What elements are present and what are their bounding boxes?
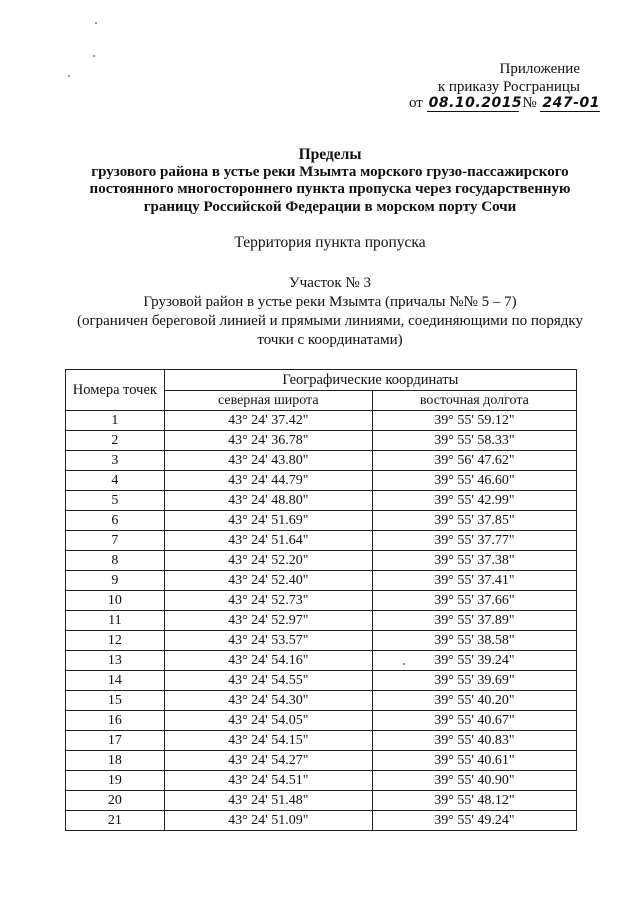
point-number: 8 bbox=[66, 551, 165, 571]
appendix-order-ref: к приказу Росграницы bbox=[437, 79, 580, 95]
number-label: № bbox=[522, 95, 537, 111]
longitude-cell: 39° 55' 37.38" bbox=[372, 551, 576, 571]
longitude-cell: 39° 55' 38.58" bbox=[372, 631, 576, 651]
longitude-cell: 39° 55' 37.77" bbox=[372, 531, 576, 551]
latitude-cell: 43° 24' 54.15" bbox=[164, 731, 372, 751]
longitude-cell: 39° 55' 37.89" bbox=[372, 611, 576, 631]
longitude-cell: 39° 55' 40.83" bbox=[372, 731, 576, 751]
coordinates-table bbox=[65, 369, 577, 831]
table-row bbox=[66, 451, 577, 471]
header-latitude: северная широта bbox=[164, 391, 372, 411]
latitude-cell: 43° 24' 51.69" bbox=[164, 511, 372, 531]
point-number: 21 bbox=[66, 811, 165, 831]
latitude-cell: 43° 24' 37.42" bbox=[164, 411, 372, 431]
point-number: 20 bbox=[66, 791, 165, 811]
latitude-cell: 43° 24' 54.30" bbox=[164, 691, 372, 711]
point-number: 4 bbox=[66, 471, 165, 491]
longitude-cell: 39° 55' 37.66" bbox=[372, 591, 576, 611]
coordinates-body bbox=[66, 411, 577, 831]
point-number: 2 bbox=[66, 431, 165, 451]
scan-speck bbox=[93, 55, 95, 57]
longitude-cell: 39° 55' 58.33" bbox=[372, 431, 576, 451]
order-date-number bbox=[409, 95, 600, 112]
appendix-header bbox=[380, 60, 580, 96]
point-number: 11 bbox=[66, 611, 165, 631]
longitude-cell: 39° 55' 59.12" bbox=[372, 411, 576, 431]
longitude-cell: 39° 55' 40.61" bbox=[372, 751, 576, 771]
point-number: 9 bbox=[66, 571, 165, 591]
table-row bbox=[66, 771, 577, 791]
section-description bbox=[40, 274, 620, 350]
point-number: 18 bbox=[66, 751, 165, 771]
table-row bbox=[66, 751, 577, 771]
point-number: 6 bbox=[66, 511, 165, 531]
point-number: 17 bbox=[66, 731, 165, 751]
header-point-numbers: Номера точек bbox=[66, 370, 165, 411]
latitude-cell: 43° 24' 43.80" bbox=[164, 451, 372, 471]
table-row bbox=[66, 711, 577, 731]
table-row bbox=[66, 551, 577, 571]
latitude-cell: 43° 24' 52.73" bbox=[164, 591, 372, 611]
table-row bbox=[66, 691, 577, 711]
latitude-cell: 43° 24' 52.20" bbox=[164, 551, 372, 571]
order-number: 247-01 bbox=[542, 95, 600, 111]
point-number: 3 bbox=[66, 451, 165, 471]
section-name: Участок № 3 bbox=[289, 275, 371, 291]
latitude-cell: 43° 24' 44.79" bbox=[164, 471, 372, 491]
latitude-cell: 43° 24' 51.64" bbox=[164, 531, 372, 551]
latitude-cell: 43° 24' 54.27" bbox=[164, 751, 372, 771]
point-number: 14 bbox=[66, 671, 165, 691]
longitude-cell: 39° 55' 40.90" bbox=[372, 771, 576, 791]
longitude-cell: 39° 55' 46.60" bbox=[372, 471, 576, 491]
longitude-cell: 39° 55' 39.24" bbox=[372, 651, 576, 671]
title-line: границу Российской Федерации в морском порту Сочи bbox=[143, 198, 517, 215]
latitude-cell: 43° 24' 51.48" bbox=[164, 791, 372, 811]
table-row bbox=[66, 671, 577, 691]
longitude-cell: 39° 55' 37.85" bbox=[372, 511, 576, 531]
appendix-label: Приложение bbox=[499, 61, 580, 77]
longitude-cell: 39° 55' 42.99" bbox=[372, 491, 576, 511]
longitude-cell: 39° 55' 49.24" bbox=[372, 811, 576, 831]
table-row bbox=[66, 651, 577, 671]
point-number: 16 bbox=[66, 711, 165, 731]
section-note: точки с координатами) bbox=[257, 332, 403, 348]
table-row bbox=[66, 411, 577, 431]
table-row bbox=[66, 591, 577, 611]
table-row bbox=[66, 611, 577, 631]
table-row bbox=[66, 791, 577, 811]
table-row bbox=[66, 811, 577, 831]
latitude-cell: 43° 24' 48.80" bbox=[164, 491, 372, 511]
latitude-cell: 43° 24' 36.78" bbox=[164, 431, 372, 451]
latitude-cell: 43° 24' 53.57" bbox=[164, 631, 372, 651]
latitude-cell: 43° 24' 54.51" bbox=[164, 771, 372, 791]
point-number: 19 bbox=[66, 771, 165, 791]
header-geo-coordinates: Географические координаты bbox=[164, 370, 576, 391]
from-label: от bbox=[409, 95, 423, 111]
point-number: 13 bbox=[66, 651, 165, 671]
scan-speck bbox=[68, 75, 70, 77]
point-number: 12 bbox=[66, 631, 165, 651]
point-number: 5 bbox=[66, 491, 165, 511]
longitude-cell: 39° 55' 37.41" bbox=[372, 571, 576, 591]
order-date: 08.10.2015 bbox=[428, 95, 523, 111]
title-line: грузового района в устье реки Мзымта морского грузо-пассажирского bbox=[91, 163, 569, 180]
section-note: (ограничен береговой линией и прямыми линиями, соединяющими по порядку bbox=[76, 313, 583, 329]
latitude-cell: 43° 24' 52.97" bbox=[164, 611, 372, 631]
point-number: 7 bbox=[66, 531, 165, 551]
header-longitude: восточная долгота bbox=[372, 391, 576, 411]
table-row bbox=[66, 491, 577, 511]
section-subtitle: Грузовой район в устье реки Мзымта (причалы №№ 5 – 7) bbox=[143, 294, 517, 310]
title-line: постоянного многостороннего пункта пропуска через государственную bbox=[89, 181, 571, 197]
point-number: 1 bbox=[66, 411, 165, 431]
latitude-cell: 43° 24' 54.05" bbox=[164, 711, 372, 731]
table-row bbox=[66, 531, 577, 551]
longitude-cell: 39° 56' 47.62" bbox=[372, 451, 576, 471]
latitude-cell: 43° 24' 51.09" bbox=[164, 811, 372, 831]
table-row bbox=[66, 731, 577, 751]
longitude-cell: 39° 55' 40.20" bbox=[372, 691, 576, 711]
table-row bbox=[66, 571, 577, 591]
table-row bbox=[66, 511, 577, 531]
table-row bbox=[66, 631, 577, 651]
title-heading: Пределы bbox=[298, 146, 362, 163]
latitude-cell: 43° 24' 54.55" bbox=[164, 671, 372, 691]
territory-heading: Территория пункта пропуска bbox=[234, 234, 426, 251]
table-row bbox=[66, 471, 577, 491]
longitude-cell: 39° 55' 39.69" bbox=[372, 671, 576, 691]
latitude-cell: 43° 24' 54.16" bbox=[164, 651, 372, 671]
point-number: 10 bbox=[66, 591, 165, 611]
scan-speck bbox=[95, 22, 97, 24]
latitude-cell: 43° 24' 52.40" bbox=[164, 571, 372, 591]
longitude-cell: 39° 55' 40.67" bbox=[372, 711, 576, 731]
longitude-cell: 39° 55' 48.12" bbox=[372, 791, 576, 811]
table-row bbox=[66, 431, 577, 451]
point-number: 15 bbox=[66, 691, 165, 711]
document-title bbox=[40, 146, 620, 216]
